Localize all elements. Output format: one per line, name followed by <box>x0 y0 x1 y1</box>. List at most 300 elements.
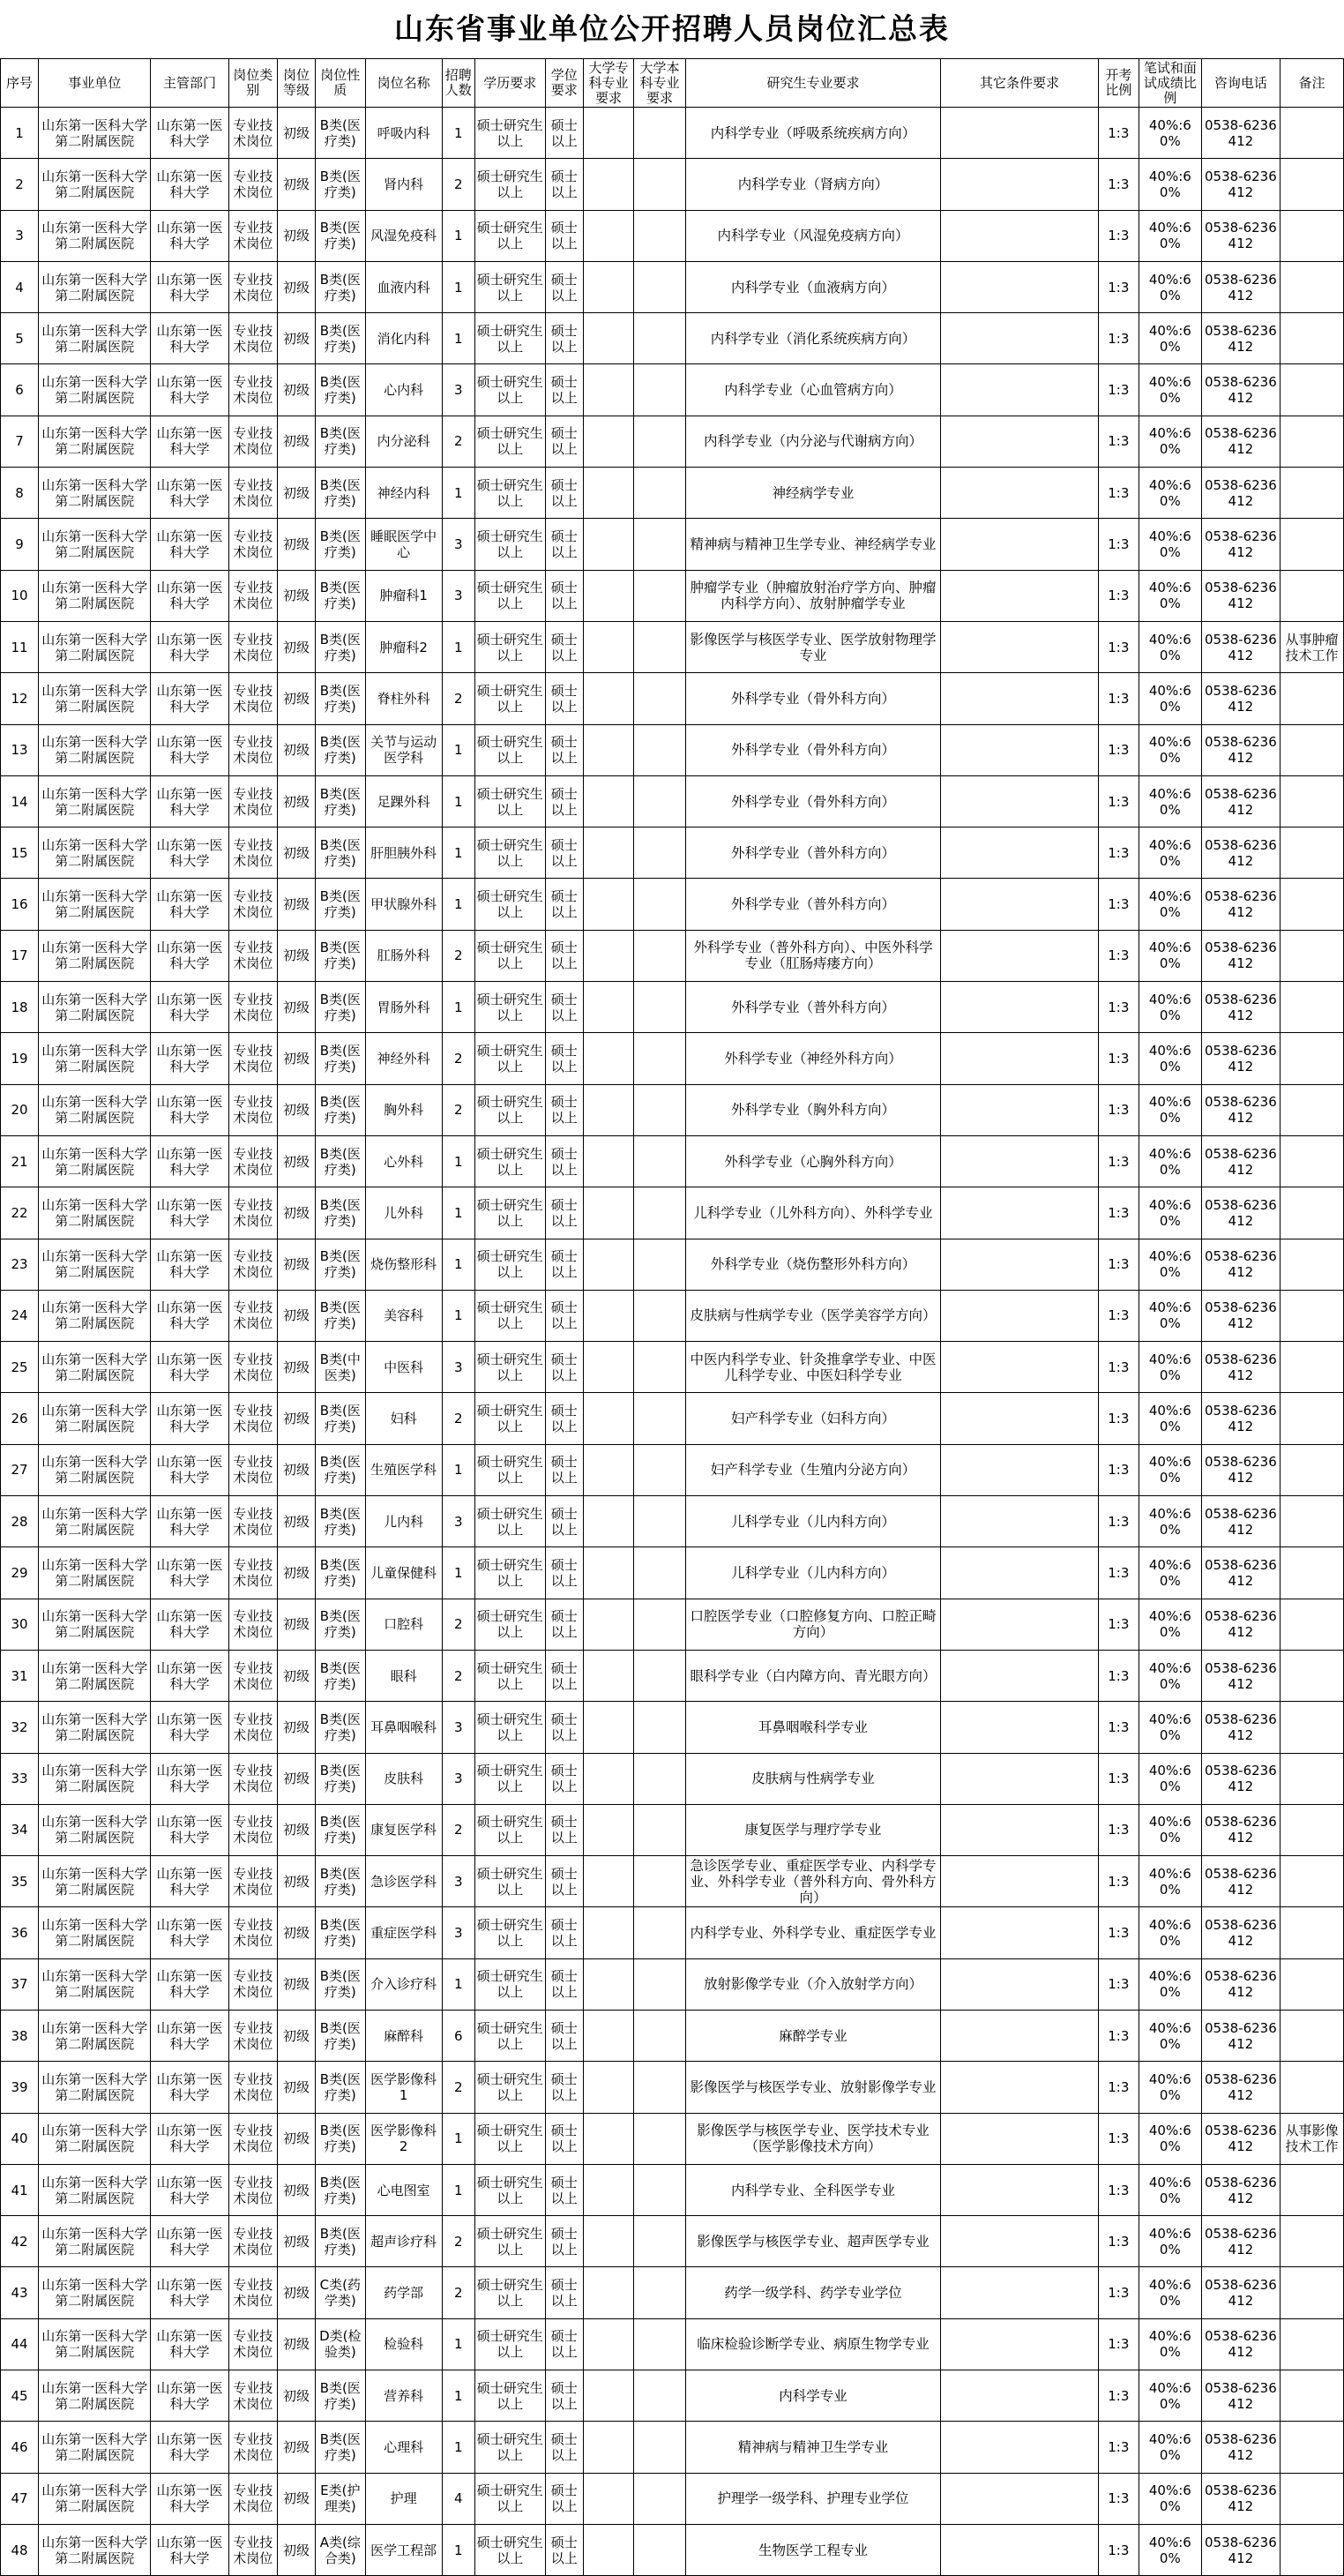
cell-phone: 0538-6236412 <box>1201 1239 1280 1290</box>
cell-phone: 0538-6236412 <box>1201 2267 1280 2318</box>
cell-ratio: 1:3 <box>1098 2370 1139 2422</box>
header-ratio: 开考比例 <box>1098 59 1139 108</box>
table-row <box>1 1393 1344 1444</box>
table-row <box>1 982 1344 1033</box>
cell-post: 脊柱外科 <box>365 673 442 724</box>
cell-ratio: 1:3 <box>1098 2318 1139 2370</box>
cell-dept: 山东第一医科大学 <box>151 159 228 210</box>
cell-ratio: 1:3 <box>1098 2267 1139 2318</box>
cell-dept: 山东第一医科大学 <box>151 2113 228 2164</box>
cell-post: 儿童保健科 <box>365 1547 442 1599</box>
cell-score-ratio: 40%:60% <box>1139 673 1201 724</box>
cell-graduate-major: 精神病与精神卫生学专业 <box>685 2422 940 2473</box>
cell-count: 1 <box>442 1187 474 1239</box>
cell-degree: 硕士以上 <box>545 982 583 1033</box>
cell-bachelor-major <box>634 313 685 364</box>
cell-phone: 0538-6236412 <box>1201 364 1280 416</box>
cell-no: 40 <box>1 2113 39 2164</box>
cell-college-major <box>583 1907 633 1958</box>
table-row <box>1 1135 1344 1187</box>
cell-phone: 0538-6236412 <box>1201 313 1280 364</box>
cell-dept: 山东第一医科大学 <box>151 2010 228 2061</box>
cell-college-major <box>583 1702 633 1753</box>
cell-education: 硕士研究生以上 <box>474 827 545 879</box>
cell-level: 初级 <box>278 1239 316 1290</box>
cell-category: 专业技术岗位 <box>228 1753 277 1804</box>
header-unit: 事业单位 <box>39 59 151 108</box>
cell-phone: 0538-6236412 <box>1201 1804 1280 1855</box>
cell-graduate-major: 麻醉学专业 <box>685 2010 940 2061</box>
cell-bachelor-major <box>634 2370 685 2422</box>
cell-education: 硕士研究生以上 <box>474 1856 545 1907</box>
cell-note: 从事影像技术工作 <box>1281 2113 1344 2164</box>
cell-count: 3 <box>442 1496 474 1547</box>
cell-college-major <box>583 1958 633 2010</box>
cell-note <box>1281 1804 1344 1855</box>
cell-degree: 硕士以上 <box>545 1753 583 1804</box>
cell-college-major <box>583 1342 633 1393</box>
cell-other <box>941 261 1099 312</box>
cell-degree: 硕士以上 <box>545 1599 583 1650</box>
cell-unit: 山东第一医科大学第二附属医院 <box>39 1958 151 2010</box>
cell-note <box>1281 2524 1344 2575</box>
cell-graduate-major: 外科学专业（烧伤整形外科方向） <box>685 1239 940 1290</box>
header-score-ratio: 笔试和面试成绩比例 <box>1139 59 1201 108</box>
cell-level: 初级 <box>278 1393 316 1444</box>
cell-nature: B类(医疗类) <box>316 1547 365 1599</box>
cell-graduate-major: 影像医学与核医学专业、医学技术专业（医学影像技术方向） <box>685 2113 940 2164</box>
cell-unit: 山东第一医科大学第二附属医院 <box>39 2267 151 2318</box>
cell-level: 初级 <box>278 2113 316 2164</box>
cell-unit: 山东第一医科大学第二附属医院 <box>39 775 151 827</box>
cell-note <box>1281 1342 1344 1393</box>
header-bachelor-major: 大学本科专业要求 <box>634 59 685 108</box>
cell-graduate-major: 肿瘤学专业（肿瘤放射治疗学方向、肿瘤内科学方向）、放射肿瘤学专业 <box>685 570 940 621</box>
cell-unit: 山东第一医科大学第二附属医院 <box>39 159 151 210</box>
cell-graduate-major: 儿科学专业（儿外科方向）、外科学专业 <box>685 1187 940 1239</box>
cell-college-major <box>583 2370 633 2422</box>
cell-degree: 硕士以上 <box>545 261 583 312</box>
cell-score-ratio: 40%:60% <box>1139 827 1201 879</box>
cell-score-ratio: 40%:60% <box>1139 159 1201 210</box>
cell-post: 血液内科 <box>365 261 442 312</box>
cell-post: 心内科 <box>365 364 442 416</box>
cell-post: 护理 <box>365 2473 442 2524</box>
cell-ratio: 1:3 <box>1098 1650 1139 1701</box>
cell-graduate-major: 外科学专业（骨外科方向） <box>685 724 940 775</box>
cell-post: 肝胆胰外科 <box>365 827 442 879</box>
table-row <box>1 2216 1344 2267</box>
cell-bachelor-major <box>634 2524 685 2575</box>
cell-degree: 硕士以上 <box>545 313 583 364</box>
cell-post: 超声诊疗科 <box>365 2216 442 2267</box>
cell-ratio: 1:3 <box>1098 827 1139 879</box>
cell-college-major <box>583 2318 633 2370</box>
table-row <box>1 2062 1344 2113</box>
cell-bachelor-major <box>634 2473 685 2524</box>
cell-bachelor-major <box>634 468 685 519</box>
cell-unit: 山东第一医科大学第二附属医院 <box>39 468 151 519</box>
cell-score-ratio: 40%:60% <box>1139 2216 1201 2267</box>
cell-college-major <box>583 1753 633 1804</box>
cell-nature: B类(医疗类) <box>316 570 365 621</box>
cell-phone: 0538-6236412 <box>1201 2113 1280 2164</box>
table-row <box>1 673 1344 724</box>
cell-post: 足踝外科 <box>365 775 442 827</box>
cell-education: 硕士研究生以上 <box>474 1804 545 1855</box>
header-graduate-major: 研究生专业要求 <box>685 59 940 108</box>
cell-level: 初级 <box>278 2370 316 2422</box>
cell-other <box>941 1444 1099 1495</box>
cell-phone: 0538-6236412 <box>1201 930 1280 981</box>
cell-note <box>1281 1907 1344 1958</box>
cell-note <box>1281 2370 1344 2422</box>
cell-post: 麻醉科 <box>365 2010 442 2061</box>
cell-other <box>941 159 1099 210</box>
cell-category: 专业技术岗位 <box>228 775 277 827</box>
cell-bachelor-major <box>634 879 685 930</box>
cell-degree: 硕士以上 <box>545 1547 583 1599</box>
cell-other <box>941 2267 1099 2318</box>
cell-graduate-major: 急诊医学专业、重症医学专业、内科学专业、外科学专业（普外科方向、骨外科方向） <box>685 1856 940 1907</box>
cell-ratio: 1:3 <box>1098 775 1139 827</box>
cell-bachelor-major <box>634 1907 685 1958</box>
cell-level: 初级 <box>278 1856 316 1907</box>
cell-bachelor-major <box>634 1958 685 2010</box>
cell-note <box>1281 879 1344 930</box>
cell-score-ratio: 40%:60% <box>1139 1084 1201 1135</box>
table-row <box>1 827 1344 879</box>
cell-graduate-major: 外科学专业（普外科方向） <box>685 879 940 930</box>
cell-no: 14 <box>1 775 39 827</box>
cell-score-ratio: 40%:60% <box>1139 468 1201 519</box>
cell-category: 专业技术岗位 <box>228 724 277 775</box>
cell-note <box>1281 1084 1344 1135</box>
cell-note <box>1281 2473 1344 2524</box>
cell-dept: 山东第一医科大学 <box>151 570 228 621</box>
cell-unit: 山东第一医科大学第二附属医院 <box>39 673 151 724</box>
cell-education: 硕士研究生以上 <box>474 1547 545 1599</box>
cell-bachelor-major <box>634 2062 685 2113</box>
cell-category: 专业技术岗位 <box>228 1804 277 1855</box>
cell-other <box>941 1393 1099 1444</box>
cell-ratio: 1:3 <box>1098 982 1139 1033</box>
cell-degree: 硕士以上 <box>545 1958 583 2010</box>
cell-other <box>941 1187 1099 1239</box>
table-row <box>1 2318 1344 2370</box>
cell-dept: 山东第一医科大学 <box>151 1290 228 1341</box>
cell-unit: 山东第一医科大学第二附属医院 <box>39 1496 151 1547</box>
cell-unit: 山东第一医科大学第二附属医院 <box>39 2370 151 2422</box>
cell-score-ratio: 40%:60% <box>1139 2113 1201 2164</box>
cell-ratio: 1:3 <box>1098 673 1139 724</box>
cell-nature: B类(医疗类) <box>316 1804 365 1855</box>
cell-degree: 硕士以上 <box>545 108 583 159</box>
cell-post: 重症医学科 <box>365 1907 442 1958</box>
cell-score-ratio: 40%:60% <box>1139 1393 1201 1444</box>
cell-score-ratio: 40%:60% <box>1139 519 1201 570</box>
cell-college-major <box>583 879 633 930</box>
cell-college-major <box>583 1650 633 1701</box>
cell-education: 硕士研究生以上 <box>474 879 545 930</box>
cell-college-major <box>583 775 633 827</box>
cell-count: 3 <box>442 519 474 570</box>
cell-category: 专业技术岗位 <box>228 2062 277 2113</box>
cell-post: 心外科 <box>365 1135 442 1187</box>
cell-post: 儿内科 <box>365 1496 442 1547</box>
cell-count: 1 <box>442 1290 474 1341</box>
cell-category: 专业技术岗位 <box>228 673 277 724</box>
cell-level: 初级 <box>278 570 316 621</box>
cell-dept: 山东第一医科大学 <box>151 1650 228 1701</box>
cell-education: 硕士研究生以上 <box>474 982 545 1033</box>
cell-post: 医学影像科1 <box>365 2062 442 2113</box>
cell-note <box>1281 1547 1344 1599</box>
cell-count: 2 <box>442 159 474 210</box>
cell-unit: 山东第一医科大学第二附属医院 <box>39 1393 151 1444</box>
cell-level: 初级 <box>278 2422 316 2473</box>
cell-phone: 0538-6236412 <box>1201 1444 1280 1495</box>
cell-count: 1 <box>442 1239 474 1290</box>
cell-phone: 0538-6236412 <box>1201 2524 1280 2575</box>
cell-post: 肛肠外科 <box>365 930 442 981</box>
cell-category: 专业技术岗位 <box>228 2267 277 2318</box>
table-body <box>1 108 1344 2576</box>
cell-post: 急诊医学科 <box>365 1856 442 1907</box>
cell-note <box>1281 1753 1344 1804</box>
cell-level: 初级 <box>278 2062 316 2113</box>
cell-graduate-major: 儿科学专业（儿内科方向） <box>685 1547 940 1599</box>
cell-no: 36 <box>1 1907 39 1958</box>
cell-phone: 0538-6236412 <box>1201 2216 1280 2267</box>
cell-nature: B类(医疗类) <box>316 930 365 981</box>
cell-graduate-major: 内科学专业（风湿免疫病方向） <box>685 210 940 261</box>
cell-bachelor-major <box>634 1804 685 1855</box>
cell-note <box>1281 1239 1344 1290</box>
cell-count: 2 <box>442 2062 474 2113</box>
cell-no: 34 <box>1 1804 39 1855</box>
cell-score-ratio: 40%:60% <box>1139 2422 1201 2473</box>
cell-note <box>1281 1702 1344 1753</box>
cell-dept: 山东第一医科大学 <box>151 2318 228 2370</box>
cell-degree: 硕士以上 <box>545 2318 583 2370</box>
cell-ratio: 1:3 <box>1098 1599 1139 1650</box>
cell-no: 13 <box>1 724 39 775</box>
table-row <box>1 1650 1344 1701</box>
cell-degree: 硕士以上 <box>545 2164 583 2215</box>
cell-education: 硕士研究生以上 <box>474 108 545 159</box>
cell-category: 专业技术岗位 <box>228 1393 277 1444</box>
cell-ratio: 1:3 <box>1098 930 1139 981</box>
cell-bachelor-major <box>634 673 685 724</box>
table-row <box>1 1856 1344 1907</box>
cell-graduate-major: 皮肤病与性病学专业（医学美容学方向） <box>685 1290 940 1341</box>
cell-dept: 山东第一医科大学 <box>151 1187 228 1239</box>
cell-bachelor-major <box>634 1650 685 1701</box>
cell-post: 神经外科 <box>365 1033 442 1084</box>
cell-score-ratio: 40%:60% <box>1139 570 1201 621</box>
cell-category: 专业技术岗位 <box>228 827 277 879</box>
cell-education: 硕士研究生以上 <box>474 1135 545 1187</box>
cell-count: 1 <box>442 982 474 1033</box>
cell-dept: 山东第一医科大学 <box>151 416 228 467</box>
cell-bachelor-major <box>634 982 685 1033</box>
cell-level: 初级 <box>278 1187 316 1239</box>
cell-graduate-major: 药学一级学科、药学专业学位 <box>685 2267 940 2318</box>
cell-note <box>1281 1958 1344 2010</box>
cell-no: 26 <box>1 1393 39 1444</box>
cell-dept: 山东第一医科大学 <box>151 775 228 827</box>
cell-note <box>1281 2062 1344 2113</box>
cell-graduate-major: 中医内科学专业、针灸推拿学专业、中医儿科学专业、中医妇科学专业 <box>685 1342 940 1393</box>
cell-phone: 0538-6236412 <box>1201 2473 1280 2524</box>
cell-other <box>941 2473 1099 2524</box>
cell-graduate-major: 放射影像学专业（介入放射学方向） <box>685 1958 940 2010</box>
cell-count: 2 <box>442 1599 474 1650</box>
cell-post: 药学部 <box>365 2267 442 2318</box>
cell-other <box>941 621 1099 672</box>
cell-other <box>941 1033 1099 1084</box>
cell-score-ratio: 40%:60% <box>1139 982 1201 1033</box>
cell-no: 39 <box>1 2062 39 2113</box>
cell-unit: 山东第一医科大学第二附属医院 <box>39 1547 151 1599</box>
cell-other <box>941 1753 1099 1804</box>
cell-dept: 山东第一医科大学 <box>151 108 228 159</box>
cell-dept: 山东第一医科大学 <box>151 313 228 364</box>
cell-nature: B类(医疗类) <box>316 1856 365 1907</box>
cell-note: 从事肿瘤技术工作 <box>1281 621 1344 672</box>
cell-note <box>1281 1187 1344 1239</box>
cell-category: 专业技术岗位 <box>228 2422 277 2473</box>
cell-count: 1 <box>442 827 474 879</box>
cell-note <box>1281 982 1344 1033</box>
cell-college-major <box>583 2422 633 2473</box>
header-row <box>1 59 1344 108</box>
cell-college-major <box>583 2524 633 2575</box>
cell-phone: 0538-6236412 <box>1201 1393 1280 1444</box>
cell-score-ratio: 40%:60% <box>1139 2473 1201 2524</box>
cell-education: 硕士研究生以上 <box>474 1239 545 1290</box>
cell-score-ratio: 40%:60% <box>1139 1907 1201 1958</box>
cell-college-major <box>583 1135 633 1187</box>
cell-level: 初级 <box>278 2216 316 2267</box>
cell-nature: B类(中医类) <box>316 1342 365 1393</box>
cell-unit: 山东第一医科大学第二附属医院 <box>39 2216 151 2267</box>
cell-dept: 山东第一医科大学 <box>151 2216 228 2267</box>
cell-college-major <box>583 364 633 416</box>
cell-category: 专业技术岗位 <box>228 2164 277 2215</box>
cell-nature: B类(医疗类) <box>316 621 365 672</box>
cell-score-ratio: 40%:60% <box>1139 2010 1201 2061</box>
table-row <box>1 621 1344 672</box>
cell-count: 1 <box>442 468 474 519</box>
cell-ratio: 1:3 <box>1098 108 1139 159</box>
cell-college-major <box>583 930 633 981</box>
cell-note <box>1281 1033 1344 1084</box>
cell-ratio: 1:3 <box>1098 2164 1139 2215</box>
cell-count: 2 <box>442 1393 474 1444</box>
cell-post: 肿瘤科2 <box>365 621 442 672</box>
cell-college-major <box>583 827 633 879</box>
cell-education: 硕士研究生以上 <box>474 1342 545 1393</box>
cell-ratio: 1:3 <box>1098 313 1139 364</box>
table-row <box>1 159 1344 210</box>
cell-college-major <box>583 673 633 724</box>
cell-note <box>1281 775 1344 827</box>
cell-college-major <box>583 1239 633 1290</box>
cell-no: 15 <box>1 827 39 879</box>
table-row <box>1 108 1344 159</box>
cell-no: 9 <box>1 519 39 570</box>
cell-dept: 山东第一医科大学 <box>151 210 228 261</box>
cell-college-major <box>583 1496 633 1547</box>
cell-other <box>941 775 1099 827</box>
cell-no: 42 <box>1 2216 39 2267</box>
cell-category: 专业技术岗位 <box>228 108 277 159</box>
cell-dept: 山东第一医科大学 <box>151 982 228 1033</box>
cell-bachelor-major <box>634 1290 685 1341</box>
cell-college-major <box>583 2010 633 2061</box>
cell-phone: 0538-6236412 <box>1201 621 1280 672</box>
cell-note <box>1281 930 1344 981</box>
cell-dept: 山东第一医科大学 <box>151 1342 228 1393</box>
cell-graduate-major: 外科学专业（神经外科方向） <box>685 1033 940 1084</box>
cell-count: 3 <box>442 364 474 416</box>
table-row <box>1 364 1344 416</box>
cell-phone: 0538-6236412 <box>1201 519 1280 570</box>
table-row <box>1 468 1344 519</box>
cell-education: 硕士研究生以上 <box>474 673 545 724</box>
cell-nature: B类(医疗类) <box>316 210 365 261</box>
cell-nature: B类(医疗类) <box>316 261 365 312</box>
cell-dept: 山东第一医科大学 <box>151 1135 228 1187</box>
cell-no: 19 <box>1 1033 39 1084</box>
cell-post: 眼科 <box>365 1650 442 1701</box>
table-row <box>1 1907 1344 1958</box>
cell-unit: 山东第一医科大学第二附属医院 <box>39 1290 151 1341</box>
cell-category: 专业技术岗位 <box>228 1547 277 1599</box>
cell-category: 专业技术岗位 <box>228 2473 277 2524</box>
cell-bachelor-major <box>634 1239 685 1290</box>
cell-score-ratio: 40%:60% <box>1139 313 1201 364</box>
cell-score-ratio: 40%:60% <box>1139 210 1201 261</box>
cell-education: 硕士研究生以上 <box>474 2113 545 2164</box>
cell-dept: 山东第一医科大学 <box>151 1856 228 1907</box>
cell-level: 初级 <box>278 1290 316 1341</box>
cell-no: 11 <box>1 621 39 672</box>
table-row <box>1 1958 1344 2010</box>
cell-dept: 山东第一医科大学 <box>151 2422 228 2473</box>
cell-college-major <box>583 1856 633 1907</box>
table-row <box>1 1187 1344 1239</box>
cell-score-ratio: 40%:60% <box>1139 1958 1201 2010</box>
cell-nature: B类(医疗类) <box>316 2422 365 2473</box>
cell-nature: B类(医疗类) <box>316 1702 365 1753</box>
cell-level: 初级 <box>278 1907 316 1958</box>
cell-category: 专业技术岗位 <box>228 416 277 467</box>
cell-category: 专业技术岗位 <box>228 1084 277 1135</box>
cell-degree: 硕士以上 <box>545 827 583 879</box>
cell-other <box>941 1958 1099 2010</box>
cell-category: 专业技术岗位 <box>228 1496 277 1547</box>
cell-education: 硕士研究生以上 <box>474 364 545 416</box>
cell-phone: 0538-6236412 <box>1201 416 1280 467</box>
cell-education: 硕士研究生以上 <box>474 775 545 827</box>
cell-post: 心电图室 <box>365 2164 442 2215</box>
cell-ratio: 1:3 <box>1098 1804 1139 1855</box>
cell-graduate-major: 外科学专业（胸外科方向） <box>685 1084 940 1135</box>
cell-nature: B类(医疗类) <box>316 1239 365 1290</box>
